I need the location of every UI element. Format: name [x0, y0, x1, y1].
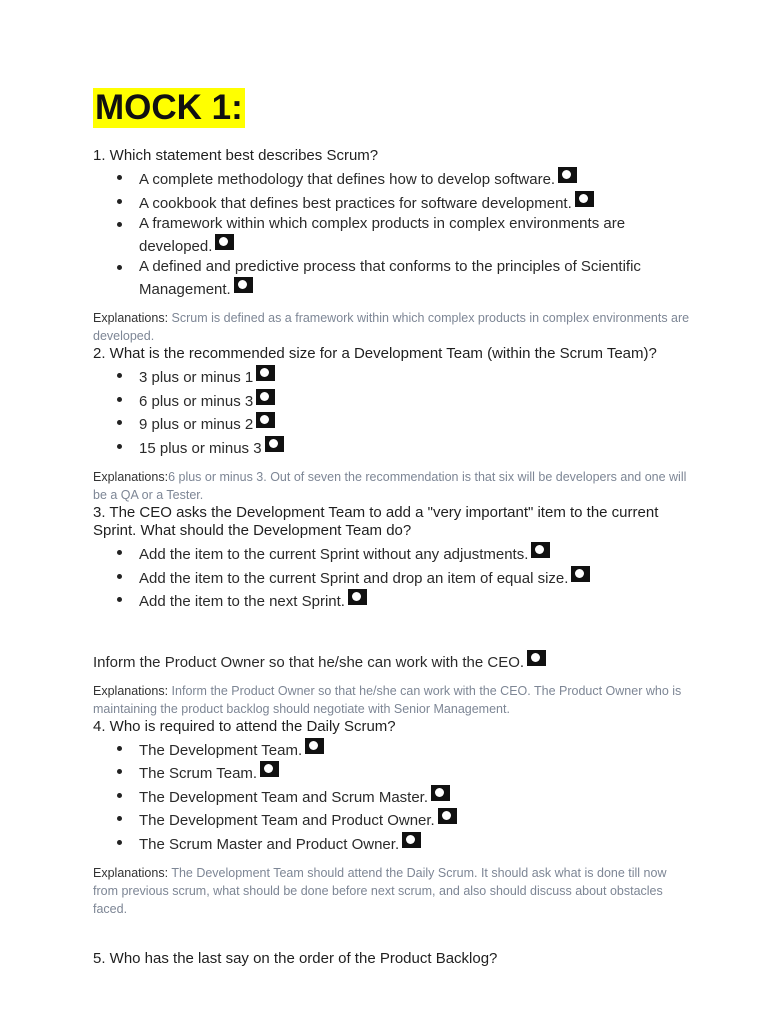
- option-label: The Scrum Master and Product Owner.: [139, 835, 400, 853]
- option-label: The Development Team and Product Owner.: [139, 812, 435, 829]
- answer-marker-icon[interactable]: [260, 761, 279, 777]
- answer-option[interactable]: [93, 785, 693, 808]
- answer-option[interactable]: [93, 257, 693, 299]
- answer-option[interactable]: [93, 412, 693, 435]
- explanation-text: The Development Team should attend the Daily Scrum. It should ask what is done till now from previous scrum, what should be done before next scrum, and also should discuss about obstacles faced.: [93, 866, 667, 916]
- answer-option[interactable]: [93, 738, 693, 761]
- answer-option[interactable]: [93, 566, 693, 589]
- option-label: Add the item to the next Sprint.: [139, 593, 345, 610]
- explanation-label: Explanations:: [93, 311, 169, 325]
- answer-marker-icon[interactable]: [531, 542, 550, 558]
- answer-marker-icon[interactable]: [431, 785, 450, 801]
- explanation-1: [93, 309, 693, 345]
- option-label: A defined and predictive process that conforms to the principles of Scientific Management.: [139, 258, 641, 298]
- explanation-text: 6 plus or minus 3. Out of seven the recommendation is that six will be developers and one will be a QA or a Tester.: [93, 470, 687, 502]
- answer-option[interactable]: [93, 589, 693, 612]
- question-2-options: [93, 365, 693, 458]
- option-label: A complete methodology that defines how to develop software.: [139, 171, 556, 188]
- explanation-label: Explanations:: [93, 866, 169, 880]
- answer-option[interactable]: [93, 808, 693, 831]
- answer-marker-icon[interactable]: [348, 589, 367, 605]
- option-label: The Scrum Team.: [139, 765, 258, 782]
- question-4-options: [93, 738, 693, 855]
- answer-marker-icon[interactable]: [558, 167, 577, 183]
- question-3-text: 3. The CEO asks the Development Team to add a "very important" item to the current Sprint. What should the Development Team do?: [93, 504, 659, 539]
- explanation-text: Inform the Product Owner so that he/she can work with the CEO. The Product Owner who is maintaining the product backlog should negotiate with Senior Management.: [93, 683, 682, 716]
- option-label: The Development Team.: [139, 741, 303, 759]
- question-1-options: [93, 167, 693, 299]
- option-label: A framework within which complex products in complex environments are developed.: [139, 215, 626, 255]
- option-label: 15 plus or minus 3: [139, 439, 262, 457]
- answer-marker-icon[interactable]: [402, 832, 421, 848]
- explanation-label: Explanations:: [93, 683, 169, 698]
- explanation-3: [93, 682, 693, 718]
- explanation-text: Scrum is defined as a framework within which complex products in complex environments are developed.: [93, 311, 690, 343]
- answer-marker-icon[interactable]: [305, 738, 324, 754]
- question-block-2: [93, 345, 693, 504]
- option-label: Add the item to the current Sprint and drop an item of equal size.: [139, 569, 569, 587]
- option-label: 9 plus or minus 2: [139, 416, 254, 433]
- answer-option[interactable]: [93, 214, 693, 256]
- answer-marker-icon[interactable]: [256, 389, 275, 405]
- answer-option[interactable]: [93, 365, 693, 388]
- option-label: Add the item to the current Sprint without any adjustments.: [139, 546, 529, 563]
- question-1-text: 1. Which statement best describes Scrum?: [93, 147, 379, 164]
- document-title: MOCK 1:: [95, 88, 243, 127]
- question-3-options: [93, 542, 693, 612]
- answer-option[interactable]: [93, 761, 693, 784]
- answer-option[interactable]: [93, 389, 693, 412]
- question-5-text: 5. Who has the last say on the order of the Product Backlog?: [93, 950, 498, 967]
- answer-option-standalone[interactable]: [93, 650, 693, 672]
- answer-marker-icon[interactable]: [527, 650, 546, 666]
- question-4-text: 4. Who is required to attend the Daily Scrum?: [93, 717, 396, 735]
- option-label: 6 plus or minus 3: [139, 392, 254, 410]
- answer-marker-icon[interactable]: [571, 566, 590, 582]
- answer-marker-icon[interactable]: [234, 277, 253, 293]
- option-label: Inform the Product Owner so that he/she can work with the CEO.: [93, 653, 525, 671]
- explanation-4: [93, 864, 693, 918]
- question-block-3: [93, 504, 693, 718]
- answer-marker-icon[interactable]: [575, 191, 594, 207]
- question-2-text: 2. What is the recommended size for a Development Team (within the Scrum Team)?: [93, 345, 657, 362]
- question-block-4: [93, 718, 693, 919]
- answer-option[interactable]: [93, 542, 693, 565]
- option-label: 3 plus or minus 1: [139, 369, 254, 386]
- answer-marker-icon[interactable]: [256, 412, 275, 428]
- question-block-5: [93, 950, 693, 968]
- answer-marker-icon[interactable]: [215, 234, 234, 250]
- explanation-label: Explanations:: [93, 470, 169, 484]
- answer-option[interactable]: [93, 832, 693, 855]
- document-page: [93, 88, 693, 968]
- answer-marker-icon[interactable]: [265, 436, 284, 452]
- option-label: The Development Team and Scrum Master.: [139, 788, 429, 806]
- question-block-1: [93, 147, 693, 345]
- answer-option[interactable]: [93, 191, 693, 214]
- explanation-2: [93, 468, 693, 504]
- answer-marker-icon[interactable]: [256, 365, 275, 381]
- answer-option[interactable]: [93, 167, 693, 190]
- answer-option[interactable]: [93, 436, 693, 459]
- answer-marker-icon[interactable]: [438, 808, 457, 824]
- option-label: A cookbook that defines best practices for software development.: [139, 194, 572, 212]
